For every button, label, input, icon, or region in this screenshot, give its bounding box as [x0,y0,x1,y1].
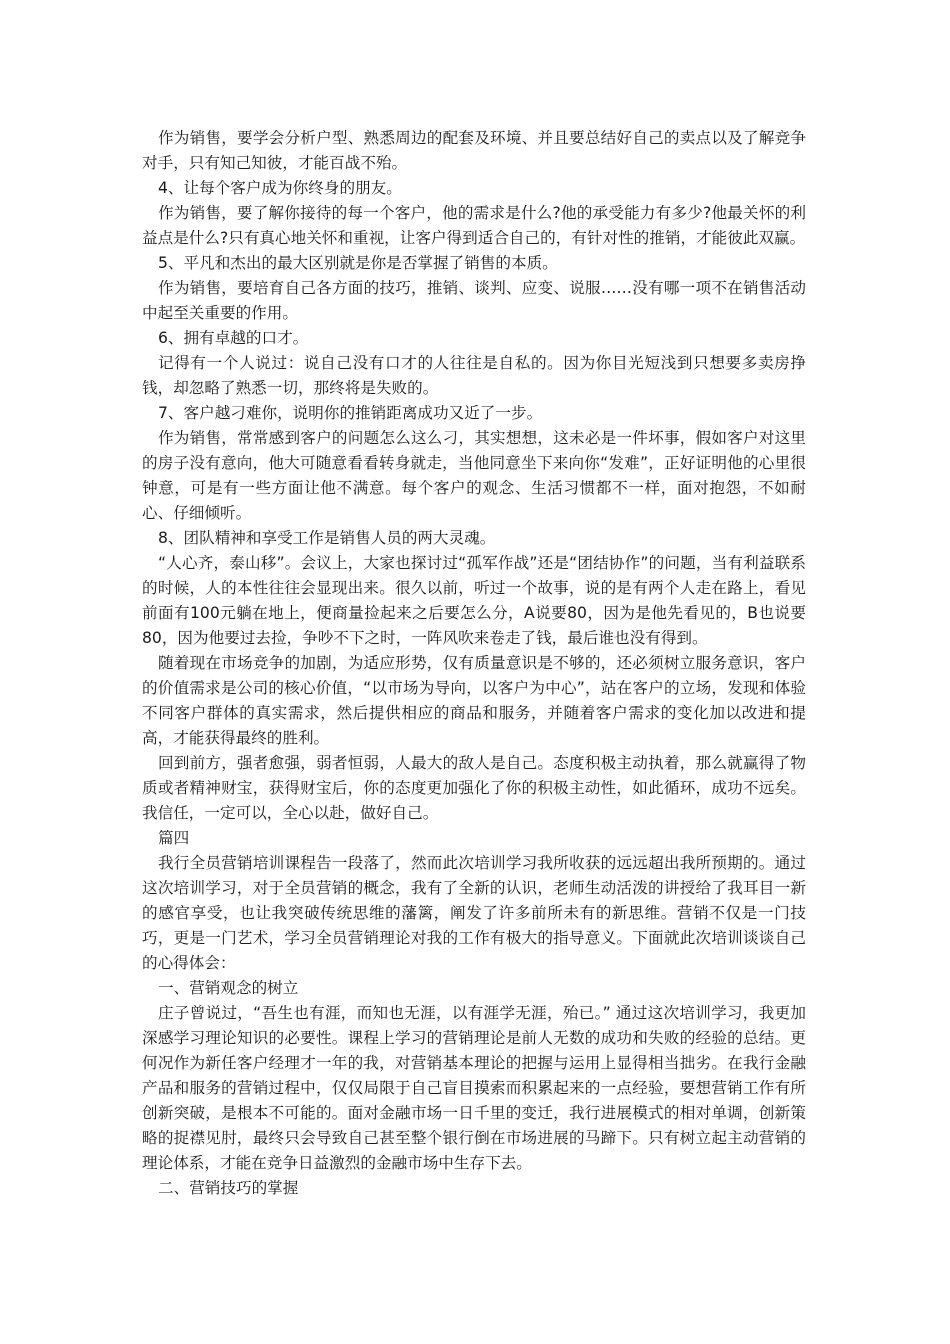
paragraph-p4: 记得有一个人说过：说自己没有口才的人往往是自私的。因为你目光短浅到只想要多卖房挣钱，却忽略了熟悉一切，那终将是失败的。 [142,354,806,397]
heading-point-6: 6、拥有卓越的口才。 [158,329,309,347]
paragraph-p6: “人心齐，泰山移”。会议上，大家也探讨过“孤军作战”还是“团结协作”的问题，当有利益联系的时候，人的本性往往会显现出来。很久以前，听过一个故事，说的是有两个人走在路上，看见前面有100元躺在地上，便商量捡起来之后要怎么分，A说要80，因为是他先看见的，B也说要80，因为他要过去捡，争吵不下之时，一阵风吹来卷走了钱，最后谁也没有得到。 [142,554,806,647]
subheading-1: 一、营销观念的树立 [158,979,299,997]
heading-point-4: 4、让每个客户成为你终身的朋友。 [158,179,402,197]
document-body [142,126,806,1201]
section-title-part-4: 篇四 [158,829,190,847]
heading-point-8: 8、团队精神和享受工作是销售人员的两大灵魂。 [158,529,496,547]
paragraph-p8: 回到前方，强者愈强，弱者恒弱，人最大的敌人是自己。态度积极主动执着，那么就赢得了物质或者精神财宝，获得财宝后，你的态度更加强化了你的积极主动性，如此循环，成功不远矣。我信任，一定可以，全心以赴，做好自己。 [142,754,806,822]
paragraph-p3: 作为销售，要培育自己各方面的技巧，推销、谈判、应变、说服……没有哪一项不在销售活动中起至关重要的作用。 [142,279,806,322]
paragraph-p7: 随着现在市场竞争的加剧，为适应形势，仅有质量意识是不够的，还必须树立服务意识，客户的价值需求是公司的核心价值，“以市场为导向，以客户为中心”，站在客户的立场，发现和体验不同客户群体的真实需求，然后提供相应的商品和服务，并随着客户需求的变化加以改进和提高，才能获得最终的胜利。 [142,654,806,747]
paragraph-p2: 作为销售，要了解你接待的每一个客户，他的需求是什么?他的承受能力有多少?他最关怀的利益点是什么?只有真心地关怀和重视，让客户得到适合自己的，有针对性的推销，才能彼此双赢。 [142,204,806,247]
subheading-2: 二、营销技巧的掌握 [158,1179,299,1197]
paragraph-p9: 我行全员营销培训课程告一段落了，然而此次培训学习我所收获的远远超出我所预期的。通过这次培训学习，对于全员营销的概念，我有了全新的认识，老师生动活泼的讲授给了我耳目一新的感官享受，也让我突破传统思维的藩篱，阐发了许多前所未有的新思维。营销不仅是一门技巧，更是一门艺术，学习全员营销理论对我的工作有极大的指导意义。下面就此次培训谈谈自己的心得体会： [142,854,806,972]
paragraph-p10: 庄子曾说过，“吾生也有涯，而知也无涯，以有涯学无涯，殆已。” 通过这次培训学习，我更加深感学习理论知识的必要性。课程上学习的营销理论是前人无数的成功和失败的经验的总结。更何况作为新任客户经理才一年的我，对营销基本理论的把握与运用上显得相当拙劣。在我行金融产品和服务的营销过程中，仅仅局限于自己盲目摸索而积累起来的一点经验，要想营销工作有所创新突破，是根本不可能的。面对金融市场一日千里的变迁，我行进展模式的相对单调，创新策略的捉襟见肘，最终只会导致自己甚至整个银行倒在市场进展的马蹄下。只有树立起主动营销的理论体系，才能在竞争日益激烈的金融市场中生存下去。 [142,1004,806,1172]
paragraph-p5: 作为销售，常常感到客户的问题怎么这么刁，其实想想，这未必是一件坏事，假如客户对这里的房子没有意向，他大可随意看看转身就走，当他同意坐下来向你“发难”，正好证明他的心里很钟意，可是有一些方面让他不满意。每个客户的观念、生活习惯都不一样，面对抱怨，不如耐心、仔细倾听。 [142,429,806,522]
heading-point-5: 5、平凡和杰出的最大区别就是你是否掌握了销售的本质。 [158,254,558,272]
paragraph-p1: 作为销售，要学会分析户型、熟悉周边的配套及环境、并且要总结好自己的卖点以及了解竞争对手，只有知己知彼，才能百战不殆。 [142,129,806,172]
heading-point-7: 7、客户越刁难你，说明你的推销距离成功又近了一步。 [158,404,543,422]
